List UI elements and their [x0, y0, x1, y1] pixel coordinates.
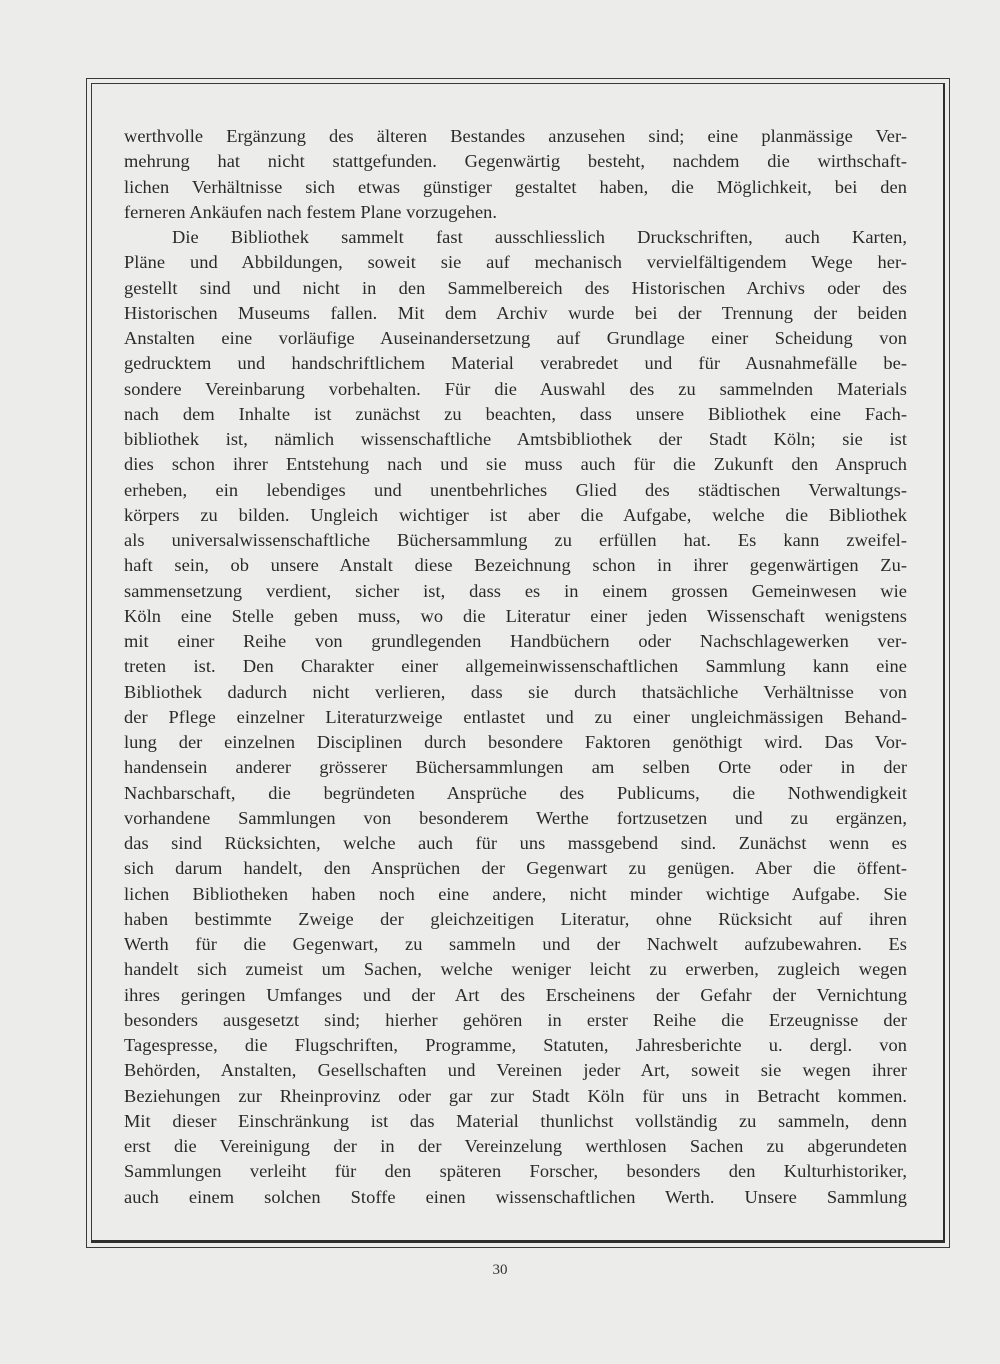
text-line: Nachbarschaft, die begründeten Ansprüche des Publicums, die Nothwendigkeit — [124, 782, 907, 803]
text-line: Beziehungen zur Rheinprovinz oder gar zur Stadt Köln für uns in Betracht kommen. — [124, 1085, 907, 1106]
text-line: Bibliothek dadurch nicht verlieren, dass sie durch thatsächliche Verhältnisse von — [124, 681, 907, 702]
text-line: lichen Bibliotheken haben noch eine andere, nicht minder wichtige Aufgabe. Sie — [124, 883, 907, 904]
text-line: erheben, ein lebendiges und unentbehrliches Glied des städtischen Verwaltungs- — [124, 479, 907, 500]
text-line: mehrung hat nicht stattgefunden. Gegenwärtig besteht, nachdem die wirthschaft- — [124, 151, 907, 172]
text-line: nach dem Inhalte ist zunächst zu beachten, dass unsere Bibliothek eine Fach- — [124, 403, 907, 424]
text-line: ihres geringen Umfanges und der Art des Erscheinens der Gefahr der Vernichtung — [124, 984, 907, 1005]
text-line: dies schon ihrer Entstehung nach und sie muss auch für die Zukunft den Anspruch — [124, 454, 907, 475]
text-line: Behörden, Anstalten, Gesellschaften und Vereinen jeder Art, soweit sie wegen ihrer — [124, 1060, 907, 1081]
text-line: haben bestimmte Zweige der gleichzeitigen Literatur, ohne Rücksicht auf ihren — [124, 908, 907, 929]
text-line: Mit dieser Einschränkung ist das Material thunlichst vollständig zu sammeln, denn — [124, 1110, 907, 1131]
text-line: handelt sich zumeist um Sachen, welche weniger leicht zu erwerben, zugleich wegen — [124, 959, 907, 980]
text-line: Historischen Museums fallen. Mit dem Archiv wurde bei der Trennung der beiden — [124, 302, 907, 323]
text-line: werthvolle Ergänzung des älteren Bestandes anzusehen sind; eine planmässige Ver- — [124, 126, 907, 146]
text-line: gedrucktem und handschriftlichem Material verabredet und für Ausnahmefälle be- — [124, 353, 907, 374]
text-line: handensein anderer grösserer Büchersammlungen am selben Orte oder in der — [124, 757, 907, 778]
body-text — [124, 124, 907, 1214]
text-line: lichen Verhältnisse sich etwas günstiger gestaltet haben, die Möglichkeit, bei den — [124, 176, 907, 197]
text-line: besonders ausgesetzt sind; hierher gehören in erster Reihe die Erzeugnisse der — [124, 1009, 907, 1030]
text-line: auch einem solchen Stoffe einen wissenschaftlichen Werth. Unsere Sammlung — [124, 1186, 907, 1207]
text-line: körpers zu bilden. Ungleich wichtiger ist aber die Aufgabe, welche die Bibliothek — [124, 504, 907, 525]
text-line: sich darum handelt, den Ansprüchen der Gegenwart zu genügen. Aber die öffent- — [124, 858, 907, 879]
text-line: Werth für die Gegenwart, zu sammeln und der Nachwelt aufzubewahren. Es — [124, 934, 907, 954]
text-line: als universalwissenschaftliche Büchersammlung zu erfüllen hat. Es kann zweifel- — [124, 530, 907, 550]
text-line: Pläne und Abbildungen, soweit sie auf mechanisch vervielfältigendem Wege her- — [124, 252, 907, 273]
text-line: ferneren Ankäufen nach festem Plane vorzugehen. — [124, 201, 498, 222]
text-line: Tagespresse, die Flugschriften, Programme, Statuten, Jahresberichte u. dergl. von — [124, 1035, 907, 1055]
text-line: Sammlungen verleiht für den späteren Forscher, besonders den Kulturhistoriker, — [124, 1161, 907, 1182]
text-line: gestellt sind und nicht in den Sammelbereich des Historischen Archivs oder des — [124, 277, 907, 298]
text-line: Anstalten eine vorläufige Auseinandersetzung auf Grundlage einer Scheidung von — [124, 328, 907, 348]
text-line: erst die Vereinigung der in der Vereinzelung werthlosen Sachen zu abgerundeten — [124, 1136, 907, 1156]
text-line: Köln eine Stelle geben muss, wo die Literatur einer jeden Wissenschaft wenigstens — [124, 605, 907, 626]
text-line: vorhandene Sammlungen von besonderem Werthe fortzusetzen und zu ergänzen, — [124, 807, 907, 828]
text-line: haft sein, ob unsere Anstalt diese Bezeichnung schon in ihrer gegenwärtigen Zu- — [124, 555, 907, 576]
text-line: sammensetzung verdient, sicher ist, dass es in einem grossen Gemeinwesen wie — [124, 580, 907, 601]
text-line: Die Bibliothek sammelt fast ausschliesslich Druckschriften, auch Karten, — [172, 227, 907, 247]
text-line: der Pflege einzelner Literaturzweige entlastet und zu einer ungleichmässigen Behand- — [124, 706, 907, 727]
text-line: mit einer Reihe von grundlegenden Handbüchern oder Nachschlagewerken ver- — [124, 631, 907, 651]
text-line: das sind Rücksichten, welche auch für uns massgebend sind. Zunächst wenn es — [124, 833, 907, 853]
text-line: bibliothek ist, nämlich wissenschaftliche Amtsbibliothek der Stadt Köln; sie ist — [124, 429, 907, 449]
text-line: lung der einzelnen Disciplinen durch besondere Faktoren genöthigt wird. Das Vor- — [124, 732, 907, 752]
text-line: treten ist. Den Charakter einer allgemeinwissenschaftlichen Sammlung kann eine — [124, 656, 907, 677]
page-number: 30 — [492, 1262, 508, 1278]
text-line: sondere Vereinbarung vorbehalten. Für die Auswahl des zu sammelnden Materials — [124, 378, 907, 399]
